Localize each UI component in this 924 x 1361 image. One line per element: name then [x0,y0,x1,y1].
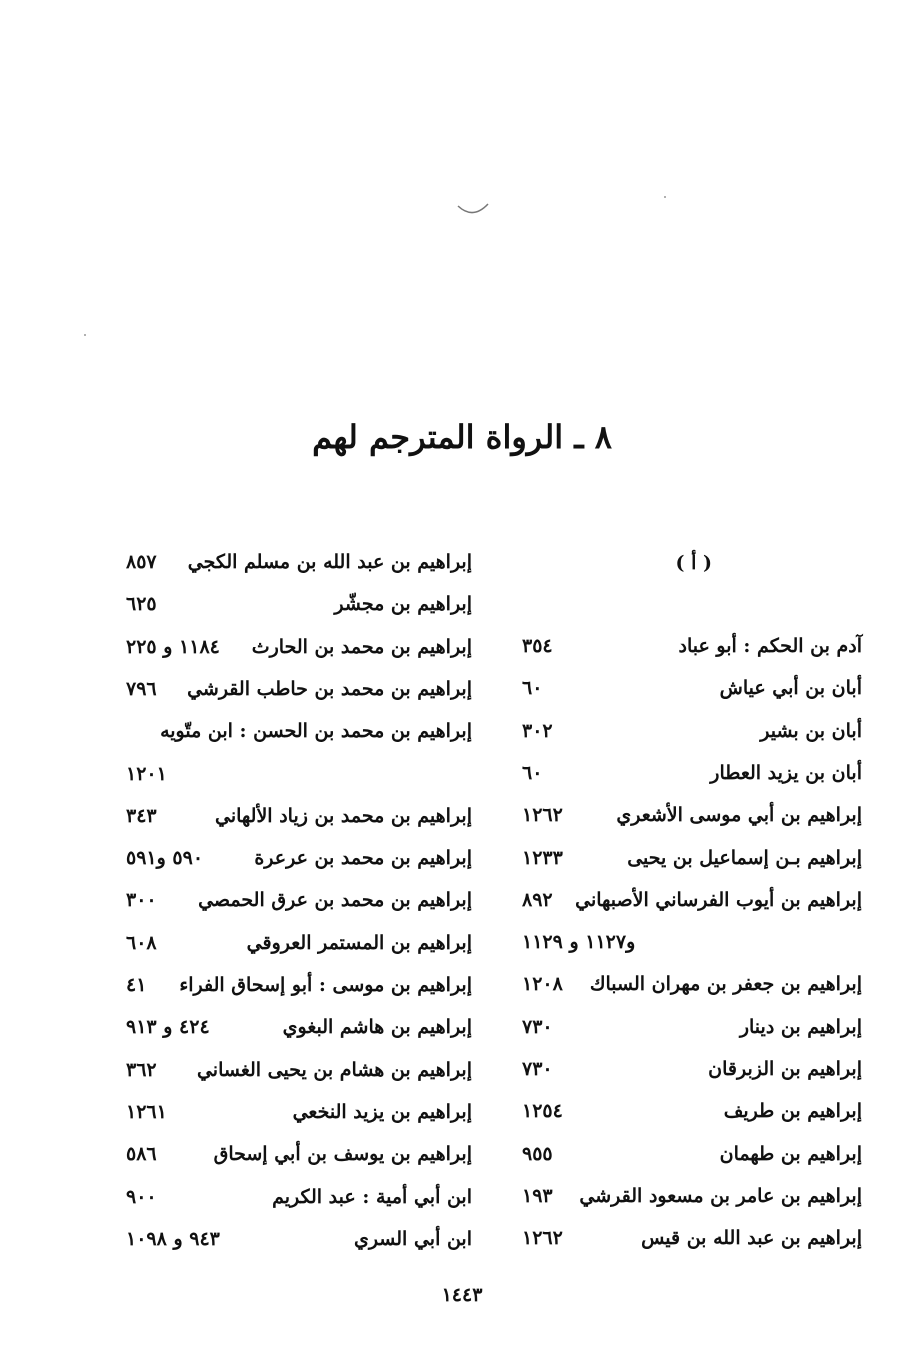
page-reference: ٥٨٦ [126,1143,157,1166]
index-entry [0,1055,924,1085]
narrator-name: إبراهيم بن المستمر العروقي [246,931,472,954]
page-reference: ٦٠٨ [126,931,157,954]
narrator-name: إبراهيم بن الزبرقان [708,1058,862,1080]
page-reference: ٦٢٥ [126,593,157,616]
page-reference: ٣٠٠ [126,889,157,912]
index-entry [0,885,924,915]
narrator-name: ابن أبي السري [353,1227,472,1250]
narrator-name: أبان بن بشير [760,719,862,742]
page-reference: ١٢٦٢ [522,804,563,827]
page-number: ١٤٤٣ [441,1284,483,1306]
index-entry [0,589,924,619]
narrator-name: إبراهيم بن يوسف بن أبي إسحاق [213,1143,472,1166]
page-reference: ٩٥٥ [522,1142,553,1165]
page-reference: ٧٣٠ [522,1058,553,1080]
page-reference: ١٢٠١ [126,762,167,785]
page-reference: ١٢٠٨ [522,973,563,996]
narrator-name: إبراهيم بن محمد بن حاطب القرشي [187,677,472,700]
page-reference: ٨٥٧ [126,551,157,573]
page-reference: ٧٩٦ [126,677,157,700]
narrator-name: إبراهيم بن محمد بن الحارث [251,635,472,658]
narrator-name: إبراهيم بن طريف [723,1100,862,1123]
index-entry [0,1224,924,1254]
narrator-name: ابن أبي أمية : عبد الكريم [272,1185,472,1208]
narrator-name: إبراهيم بـن إسماعيل بن يحيى [627,846,862,869]
narrator-name: إبراهيم بن جعفر بن مهران السباك [589,973,862,996]
index-entry [0,547,924,577]
page-reference: ١٢٦٢ [522,1227,563,1250]
narrator-name: إبراهيم بن عبد الله بن قيس [641,1227,862,1250]
page-reference: ١١٨٤ و ٢٢٥ [126,635,220,658]
narrator-name: إبراهيم بن محمد بن عرعرة [254,847,472,870]
narrator-name: إبراهيم بن دينار [739,1015,862,1038]
page-reference: ٩٤٣ و ١٠٩٨ [126,1227,220,1250]
narrator-name: إبراهيم بن أبي موسى الأشعري [616,804,862,827]
narrator-name: إبراهيم بن طهمان [719,1142,862,1165]
narrator-name: إبراهيم بن هاشم البغوي [282,1016,472,1039]
page-reference: ٨٩٢ [522,888,553,911]
index-entry [0,970,924,1000]
page-reference: و١١٢٧ و ١١٢٩ [522,931,636,954]
narrator-name: آدم بن الحكم : أبو عباد [678,635,862,657]
index-entry [0,1097,924,1127]
page-reference: ٩٠٠ [126,1185,157,1208]
page-reference: ١٢٥٤ [522,1100,563,1123]
index-entry [0,928,924,958]
index-entry [0,759,924,789]
page-reference: ١٢٣٣ [522,846,563,869]
page-reference: ٣٠٢ [522,719,553,742]
index-entry [0,843,924,873]
page-reference: ٦٠ [522,761,543,784]
page-reference: ٣٦٢ [126,1058,157,1081]
page-title: ٨ ـ الرواة المترجم لهم [312,418,612,456]
narrator-name: إبراهيم بن مجشّر [334,593,472,616]
index-entry [0,1012,924,1042]
narrator-name: إبراهيم بن محمد بن زياد الألهاني [215,804,472,827]
page-reference: ٤٢٤ و ٩١٣ [126,1016,210,1039]
page-reference: ٧٣٠ [522,1015,553,1038]
page-reference: ٦٠ [522,677,543,700]
index-entry [0,1182,924,1212]
page-reference: ٣٥٤ [522,635,553,657]
narrator-name: إبراهيم بن أيوب الفرساني الأصبهاني [575,888,862,911]
page-reference: ٥٩٠ و٥٩١ [126,847,204,870]
section-letter-text: ( أ ) [675,552,712,574]
narrator-name: أبان بن يزيد العطار [710,761,862,784]
page-reference: ١٢٦١ [126,1100,167,1123]
index-entry [0,674,924,704]
narrator-name: إبراهيم بن عامر بن مسعود القرشي [579,1184,862,1207]
narrator-name: إبراهيم بن هشام بن يحيى الغساني [196,1058,472,1081]
index-entry [0,1139,924,1169]
page-reference: ١٩٣ [522,1184,553,1207]
narrator-name: إبراهيم بن محمد بن الحسن : ابن متّويه [160,720,472,743]
narrator-name: إبراهيم بن عبد الله بن مسلم الكجي [187,551,472,573]
page-reference: ٤١ [126,974,147,996]
index-entry [0,716,924,746]
narrator-name: إبراهيم بن يزيد النخعي [292,1100,472,1123]
page-reference: ٣٤٣ [126,804,157,827]
index-entry [0,801,924,831]
index-entry [0,632,924,662]
narrator-name: أبان بن أبي عياش [719,677,862,700]
narrator-name: إبراهيم بن محمد بن عرق الحمصي [198,889,472,912]
narrator-name: إبراهيم بن موسى : أبو إسحاق الفراء [179,974,472,996]
